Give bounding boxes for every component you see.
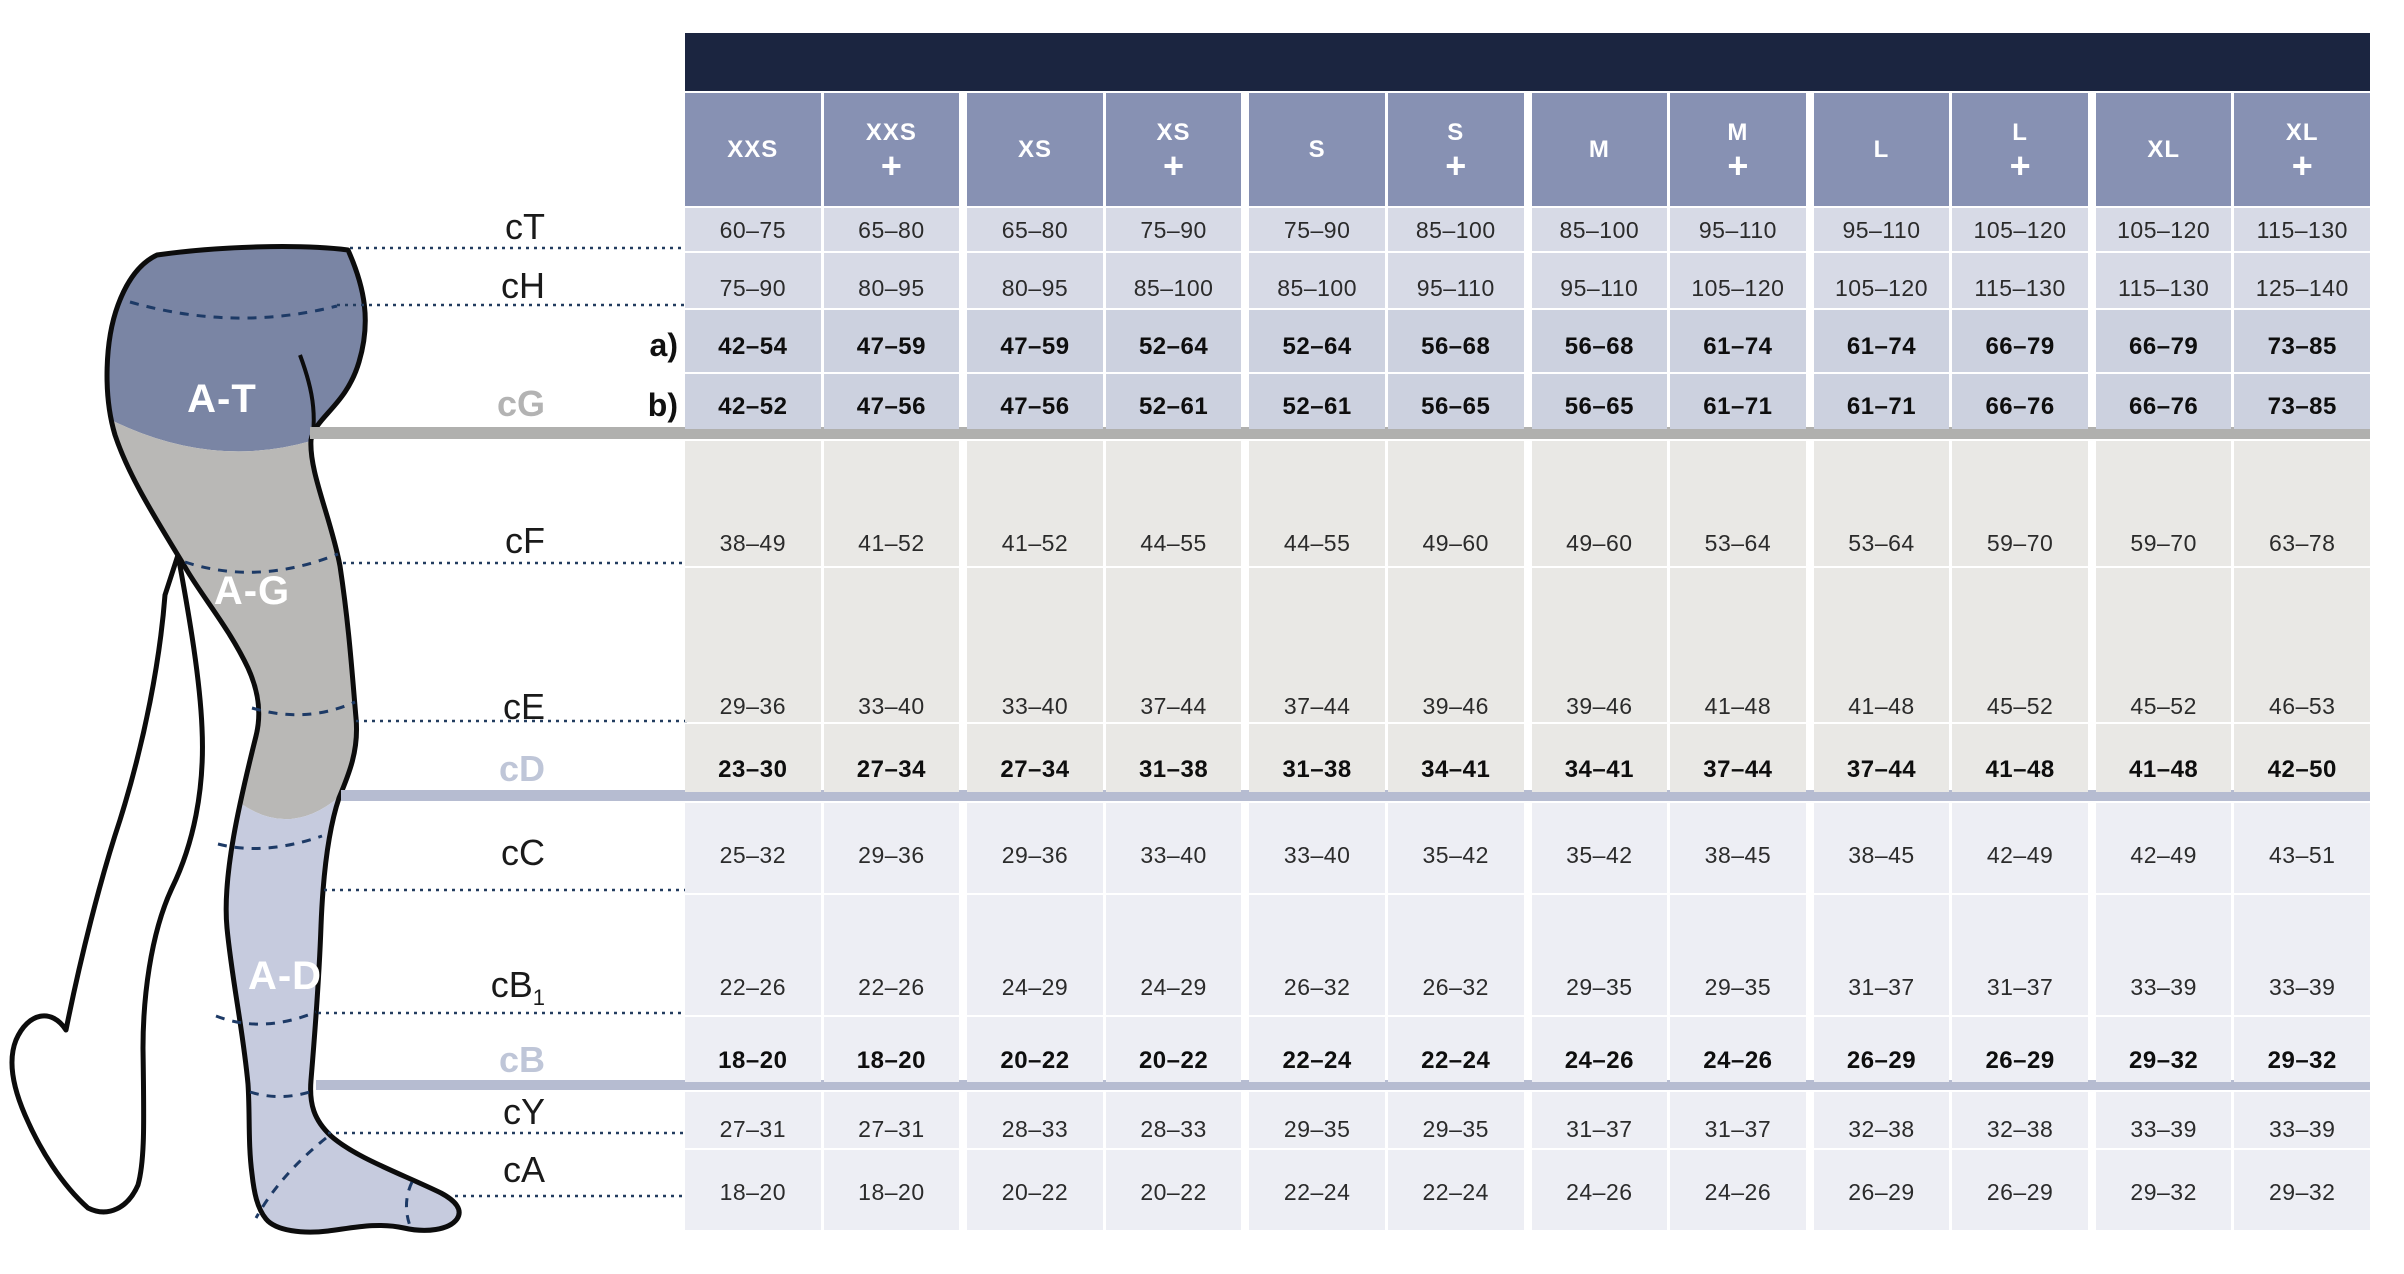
measure-label-cC: cC — [501, 832, 545, 873]
measurement-cell-cB: 26–29 — [1952, 1017, 2088, 1082]
measurement-cell-cT: 65–80 — [824, 208, 960, 251]
zone-label-thigh: A-T — [187, 377, 257, 421]
measurement-cell-cF: 38–49 — [685, 441, 821, 566]
size-column-header-xl: XL — [2096, 93, 2232, 206]
measurement-cell-cC: 42–49 — [1952, 803, 2088, 893]
measurement-cell-cH: 85–100 — [1106, 253, 1242, 308]
measure-label-cG: cG — [496, 383, 545, 424]
measurement-cell-cE: 39–46 — [1532, 568, 1668, 722]
size-column-header-s-plus: S + — [1388, 93, 1524, 206]
measurement-cell-cH: 75–90 — [685, 253, 821, 308]
measurement-cell-cT: 75–90 — [1249, 208, 1385, 251]
measurement-cell-cG_a: 66–79 — [2096, 310, 2232, 372]
table-row-cE — [685, 568, 2370, 722]
measurement-cell-cB1: 33–39 — [2234, 895, 2370, 1015]
measurement-cell-cE: 41–48 — [1814, 568, 1950, 722]
measure-label-cE: cE — [502, 686, 545, 727]
variant-label-a: a) — [649, 327, 678, 363]
size-column-header-xxs: XXS — [685, 93, 821, 206]
measurement-cell-cE: 46–53 — [2234, 568, 2370, 722]
size-table — [685, 33, 2370, 1230]
measurement-cell-cE: 45–52 — [1952, 568, 2088, 722]
measurement-cell-cB: 24–26 — [1532, 1017, 1668, 1082]
measurement-cell-cG_b: 56–65 — [1388, 374, 1524, 429]
size-column-header-m: M — [1532, 93, 1668, 206]
measurement-cell-cB: 22–24 — [1388, 1017, 1524, 1082]
measurement-cell-cT: 65–80 — [967, 208, 1103, 251]
measurement-cell-cG_a: 42–54 — [685, 310, 821, 372]
measurement-cell-cC: 38–45 — [1670, 803, 1806, 893]
measurement-cell-cA: 26–29 — [1814, 1150, 1950, 1230]
measurement-cell-cY: 27–31 — [685, 1092, 821, 1148]
measurement-cell-cT: 95–110 — [1670, 208, 1806, 251]
measurement-cell-cE: 45–52 — [2096, 568, 2232, 722]
measurement-cell-cG_a: 52–64 — [1106, 310, 1242, 372]
measurement-cell-cG_b: 56–65 — [1532, 374, 1668, 429]
measurement-cell-cG_a: 66–79 — [1952, 310, 2088, 372]
measurement-cell-cH: 80–95 — [824, 253, 960, 308]
measurement-cell-cB1: 29–35 — [1670, 895, 1806, 1015]
measurement-cell-cT: 75–90 — [1106, 208, 1242, 251]
measurement-cell-cG_b: 61–71 — [1670, 374, 1806, 429]
measurement-cell-cB: 18–20 — [685, 1017, 821, 1082]
measurement-cell-cH: 80–95 — [967, 253, 1103, 308]
measurement-cell-cT: 85–100 — [1388, 208, 1524, 251]
measurement-cell-cB1: 33–39 — [2096, 895, 2232, 1015]
table-row-cT — [685, 208, 2370, 251]
size-column-header-m-plus: M + — [1670, 93, 1806, 206]
measurement-cell-cY: 31–37 — [1670, 1092, 1806, 1148]
measurement-cell-cH: 95–110 — [1532, 253, 1668, 308]
measurement-cell-cG_b: 66–76 — [2096, 374, 2232, 429]
measurement-cell-cA: 20–22 — [1106, 1150, 1242, 1230]
measurement-cell-cG_a: 47–59 — [967, 310, 1103, 372]
measurement-cell-cB: 18–20 — [824, 1017, 960, 1082]
measurement-cell-cG_b: 61–71 — [1814, 374, 1950, 429]
table-row-cA — [685, 1150, 2370, 1230]
measurement-cell-cA: 18–20 — [685, 1150, 821, 1230]
measurement-cell-cC: 43–51 — [2234, 803, 2370, 893]
measurement-cell-cA: 18–20 — [824, 1150, 960, 1230]
measurement-cell-cF: 41–52 — [967, 441, 1103, 566]
size-column-header-xs-plus: XS + — [1106, 93, 1242, 206]
measurement-cell-cB: 26–29 — [1814, 1017, 1950, 1082]
measurement-cell-cG_b: 73–85 — [2234, 374, 2370, 429]
measurement-cell-cB: 24–26 — [1670, 1017, 1806, 1082]
measure-label-cB: cB — [498, 1039, 545, 1080]
variant-label-b: b) — [647, 387, 678, 423]
measurement-cell-cY: 29–35 — [1249, 1092, 1385, 1148]
measurement-cell-cD: 27–34 — [824, 724, 960, 792]
measurement-cell-cC: 35–42 — [1532, 803, 1668, 893]
measurement-cell-cC: 29–36 — [824, 803, 960, 893]
measurement-cell-cA: 24–26 — [1532, 1150, 1668, 1230]
table-row-cH — [685, 253, 2370, 308]
measurement-cell-cE: 29–36 — [685, 568, 821, 722]
size-column-header-xxs-plus: XXS + — [824, 93, 960, 206]
measurement-cell-cA: 29–32 — [2096, 1150, 2232, 1230]
measurement-cell-cC: 25–32 — [685, 803, 821, 893]
measurement-cell-cG_a: 56–68 — [1532, 310, 1668, 372]
table-row-cC — [685, 803, 2370, 893]
zone-label-calf: A-D — [247, 954, 323, 998]
measurement-cell-cG_a: 61–74 — [1814, 310, 1950, 372]
measurement-cell-cC: 29–36 — [967, 803, 1103, 893]
measurement-cell-cH: 95–110 — [1388, 253, 1524, 308]
measurement-cell-cY: 33–39 — [2096, 1092, 2232, 1148]
size-header-row — [685, 93, 2370, 206]
measurement-cell-cA: 26–29 — [1952, 1150, 2088, 1230]
measure-label-cF: cF — [505, 520, 545, 561]
measurement-cell-cF: 59–70 — [2096, 441, 2232, 566]
measurement-cell-cE: 33–40 — [824, 568, 960, 722]
measurement-cell-cG_b: 66–76 — [1952, 374, 2088, 429]
measurement-cell-cY: 32–38 — [1814, 1092, 1950, 1148]
measure-label-cA: cA — [502, 1149, 545, 1190]
measurement-cell-cY: 28–33 — [1106, 1092, 1242, 1148]
measurement-cell-cG_b: 42–52 — [685, 374, 821, 429]
measurement-cell-cH: 115–130 — [1952, 253, 2088, 308]
measurement-cell-cY: 33–39 — [2234, 1092, 2370, 1148]
measurement-cell-cH: 115–130 — [2096, 253, 2232, 308]
measurement-cell-cB1: 24–29 — [1106, 895, 1242, 1015]
measurement-cell-cY: 31–37 — [1532, 1092, 1668, 1148]
measurement-cell-cE: 37–44 — [1249, 568, 1385, 722]
table-row-cB — [685, 1017, 2370, 1082]
zone-label-knee: A-G — [213, 569, 291, 613]
measurement-cell-cB1: 26–32 — [1249, 895, 1385, 1015]
measurement-cell-cD: 27–34 — [967, 724, 1103, 792]
size-column-header-s: S — [1249, 93, 1385, 206]
measurement-cell-cA: 29–32 — [2234, 1150, 2370, 1230]
measure-label-cY: cY — [502, 1091, 545, 1132]
measurement-cell-cD: 37–44 — [1670, 724, 1806, 792]
measurement-cell-cB1: 22–26 — [824, 895, 960, 1015]
measurement-cell-cB: 20–22 — [967, 1017, 1103, 1082]
measurement-cell-cG_a: 73–85 — [2234, 310, 2370, 372]
table-row-cF — [685, 441, 2370, 566]
measurement-cell-cF: 44–55 — [1249, 441, 1385, 566]
size-column-header-xl-plus: XL + — [2234, 93, 2370, 206]
measurement-cell-cF: 44–55 — [1106, 441, 1242, 566]
measurement-cell-cG_b: 47–56 — [967, 374, 1103, 429]
measure-label-cB1-sub: 1 — [532, 985, 545, 1011]
size-column-header-l-plus: L + — [1952, 93, 2088, 206]
table-row-cG-b — [685, 374, 2370, 429]
measurement-cell-cB: 22–24 — [1249, 1017, 1385, 1082]
measurement-cell-cB1: 22–26 — [685, 895, 821, 1015]
measurement-cell-cG_a: 52–64 — [1249, 310, 1385, 372]
measurement-cell-cH: 85–100 — [1249, 253, 1385, 308]
measure-label-cD: cD — [498, 748, 545, 789]
table-row-cY — [685, 1092, 2370, 1148]
measurement-cell-cB: 29–32 — [2096, 1017, 2232, 1082]
measurement-cell-cA: 22–24 — [1388, 1150, 1524, 1230]
measurement-cell-cE: 37–44 — [1106, 568, 1242, 722]
measurement-cell-cG_a: 56–68 — [1388, 310, 1524, 372]
measurement-cell-cH: 125–140 — [2234, 253, 2370, 308]
measurement-cell-cD: 23–30 — [685, 724, 821, 792]
measurement-cell-cB1: 31–37 — [1952, 895, 2088, 1015]
measurement-cell-cD: 42–50 — [2234, 724, 2370, 792]
measurement-cell-cD: 37–44 — [1814, 724, 1950, 792]
measurement-cell-cA: 22–24 — [1249, 1150, 1385, 1230]
measurement-cell-cT: 105–120 — [1952, 208, 2088, 251]
measurement-cell-cB1: 24–29 — [967, 895, 1103, 1015]
measurement-cell-cF: 59–70 — [1952, 441, 2088, 566]
measurement-cell-cB: 29–32 — [2234, 1017, 2370, 1082]
measurement-cell-cG_b: 52–61 — [1249, 374, 1385, 429]
measurement-cell-cY: 29–35 — [1388, 1092, 1524, 1148]
measurement-cell-cG_b: 52–61 — [1106, 374, 1242, 429]
measurement-cell-cG_a: 61–74 — [1670, 310, 1806, 372]
measurement-cell-cD: 41–48 — [1952, 724, 2088, 792]
measurement-cell-cD: 41–48 — [2096, 724, 2232, 792]
back-leg-outline — [12, 555, 203, 1212]
table-row-cD — [685, 724, 2370, 792]
measurement-cell-cT: 85–100 — [1532, 208, 1668, 251]
measurement-cell-cE: 41–48 — [1670, 568, 1806, 722]
measure-label-cB1-text: cB — [490, 964, 533, 1005]
size-column-header-l: L — [1814, 93, 1950, 206]
measurement-cell-cY: 32–38 — [1952, 1092, 2088, 1148]
measurement-cell-cF: 53–64 — [1814, 441, 1950, 566]
measurement-cell-cC: 35–42 — [1388, 803, 1524, 893]
measurement-cell-cE: 33–40 — [967, 568, 1103, 722]
measurement-cell-cD: 34–41 — [1388, 724, 1524, 792]
measurement-cell-cF: 49–60 — [1532, 441, 1668, 566]
measurement-cell-cT: 95–110 — [1814, 208, 1950, 251]
measurement-cell-cC: 38–45 — [1814, 803, 1950, 893]
measurement-cell-cF: 41–52 — [824, 441, 960, 566]
table-row-cG-a — [685, 310, 2370, 372]
table-row-cB1 — [685, 895, 2370, 1015]
measurement-cell-cF: 53–64 — [1670, 441, 1806, 566]
measurement-cell-cD: 34–41 — [1532, 724, 1668, 792]
measurement-cell-cG_a: 47–59 — [824, 310, 960, 372]
measurement-cell-cT: 105–120 — [2096, 208, 2232, 251]
measurement-cell-cH: 105–120 — [1670, 253, 1806, 308]
measurement-cell-cG_b: 47–56 — [824, 374, 960, 429]
measure-label-cT: cT — [505, 206, 545, 247]
table-header-band — [685, 33, 2370, 91]
measure-label-cH: cH — [501, 265, 545, 306]
measure-label-cB1 — [380, 963, 545, 1020]
measurement-cell-cF: 63–78 — [2234, 441, 2370, 566]
measurement-cell-cB1: 26–32 — [1388, 895, 1524, 1015]
measurement-cell-cE: 39–46 — [1388, 568, 1524, 722]
measurement-cell-cF: 49–60 — [1388, 441, 1524, 566]
measurement-cell-cA: 24–26 — [1670, 1150, 1806, 1230]
measurement-cell-cB1: 31–37 — [1814, 895, 1950, 1015]
measurement-cell-cY: 28–33 — [967, 1092, 1103, 1148]
measurement-cell-cC: 42–49 — [2096, 803, 2232, 893]
measurement-cell-cT: 115–130 — [2234, 208, 2370, 251]
measurement-cell-cD: 31–38 — [1249, 724, 1385, 792]
measurement-cell-cY: 27–31 — [824, 1092, 960, 1148]
measurement-cell-cA: 20–22 — [967, 1150, 1103, 1230]
measurement-cell-cD: 31–38 — [1106, 724, 1242, 792]
measurement-cell-cC: 33–40 — [1106, 803, 1242, 893]
measurement-cell-cB: 20–22 — [1106, 1017, 1242, 1082]
size-column-header-xs: XS — [967, 93, 1103, 206]
measurement-cell-cB1: 29–35 — [1532, 895, 1668, 1015]
measurement-cell-cC: 33–40 — [1249, 803, 1385, 893]
measurement-cell-cT: 60–75 — [685, 208, 821, 251]
measurement-cell-cH: 105–120 — [1814, 253, 1950, 308]
